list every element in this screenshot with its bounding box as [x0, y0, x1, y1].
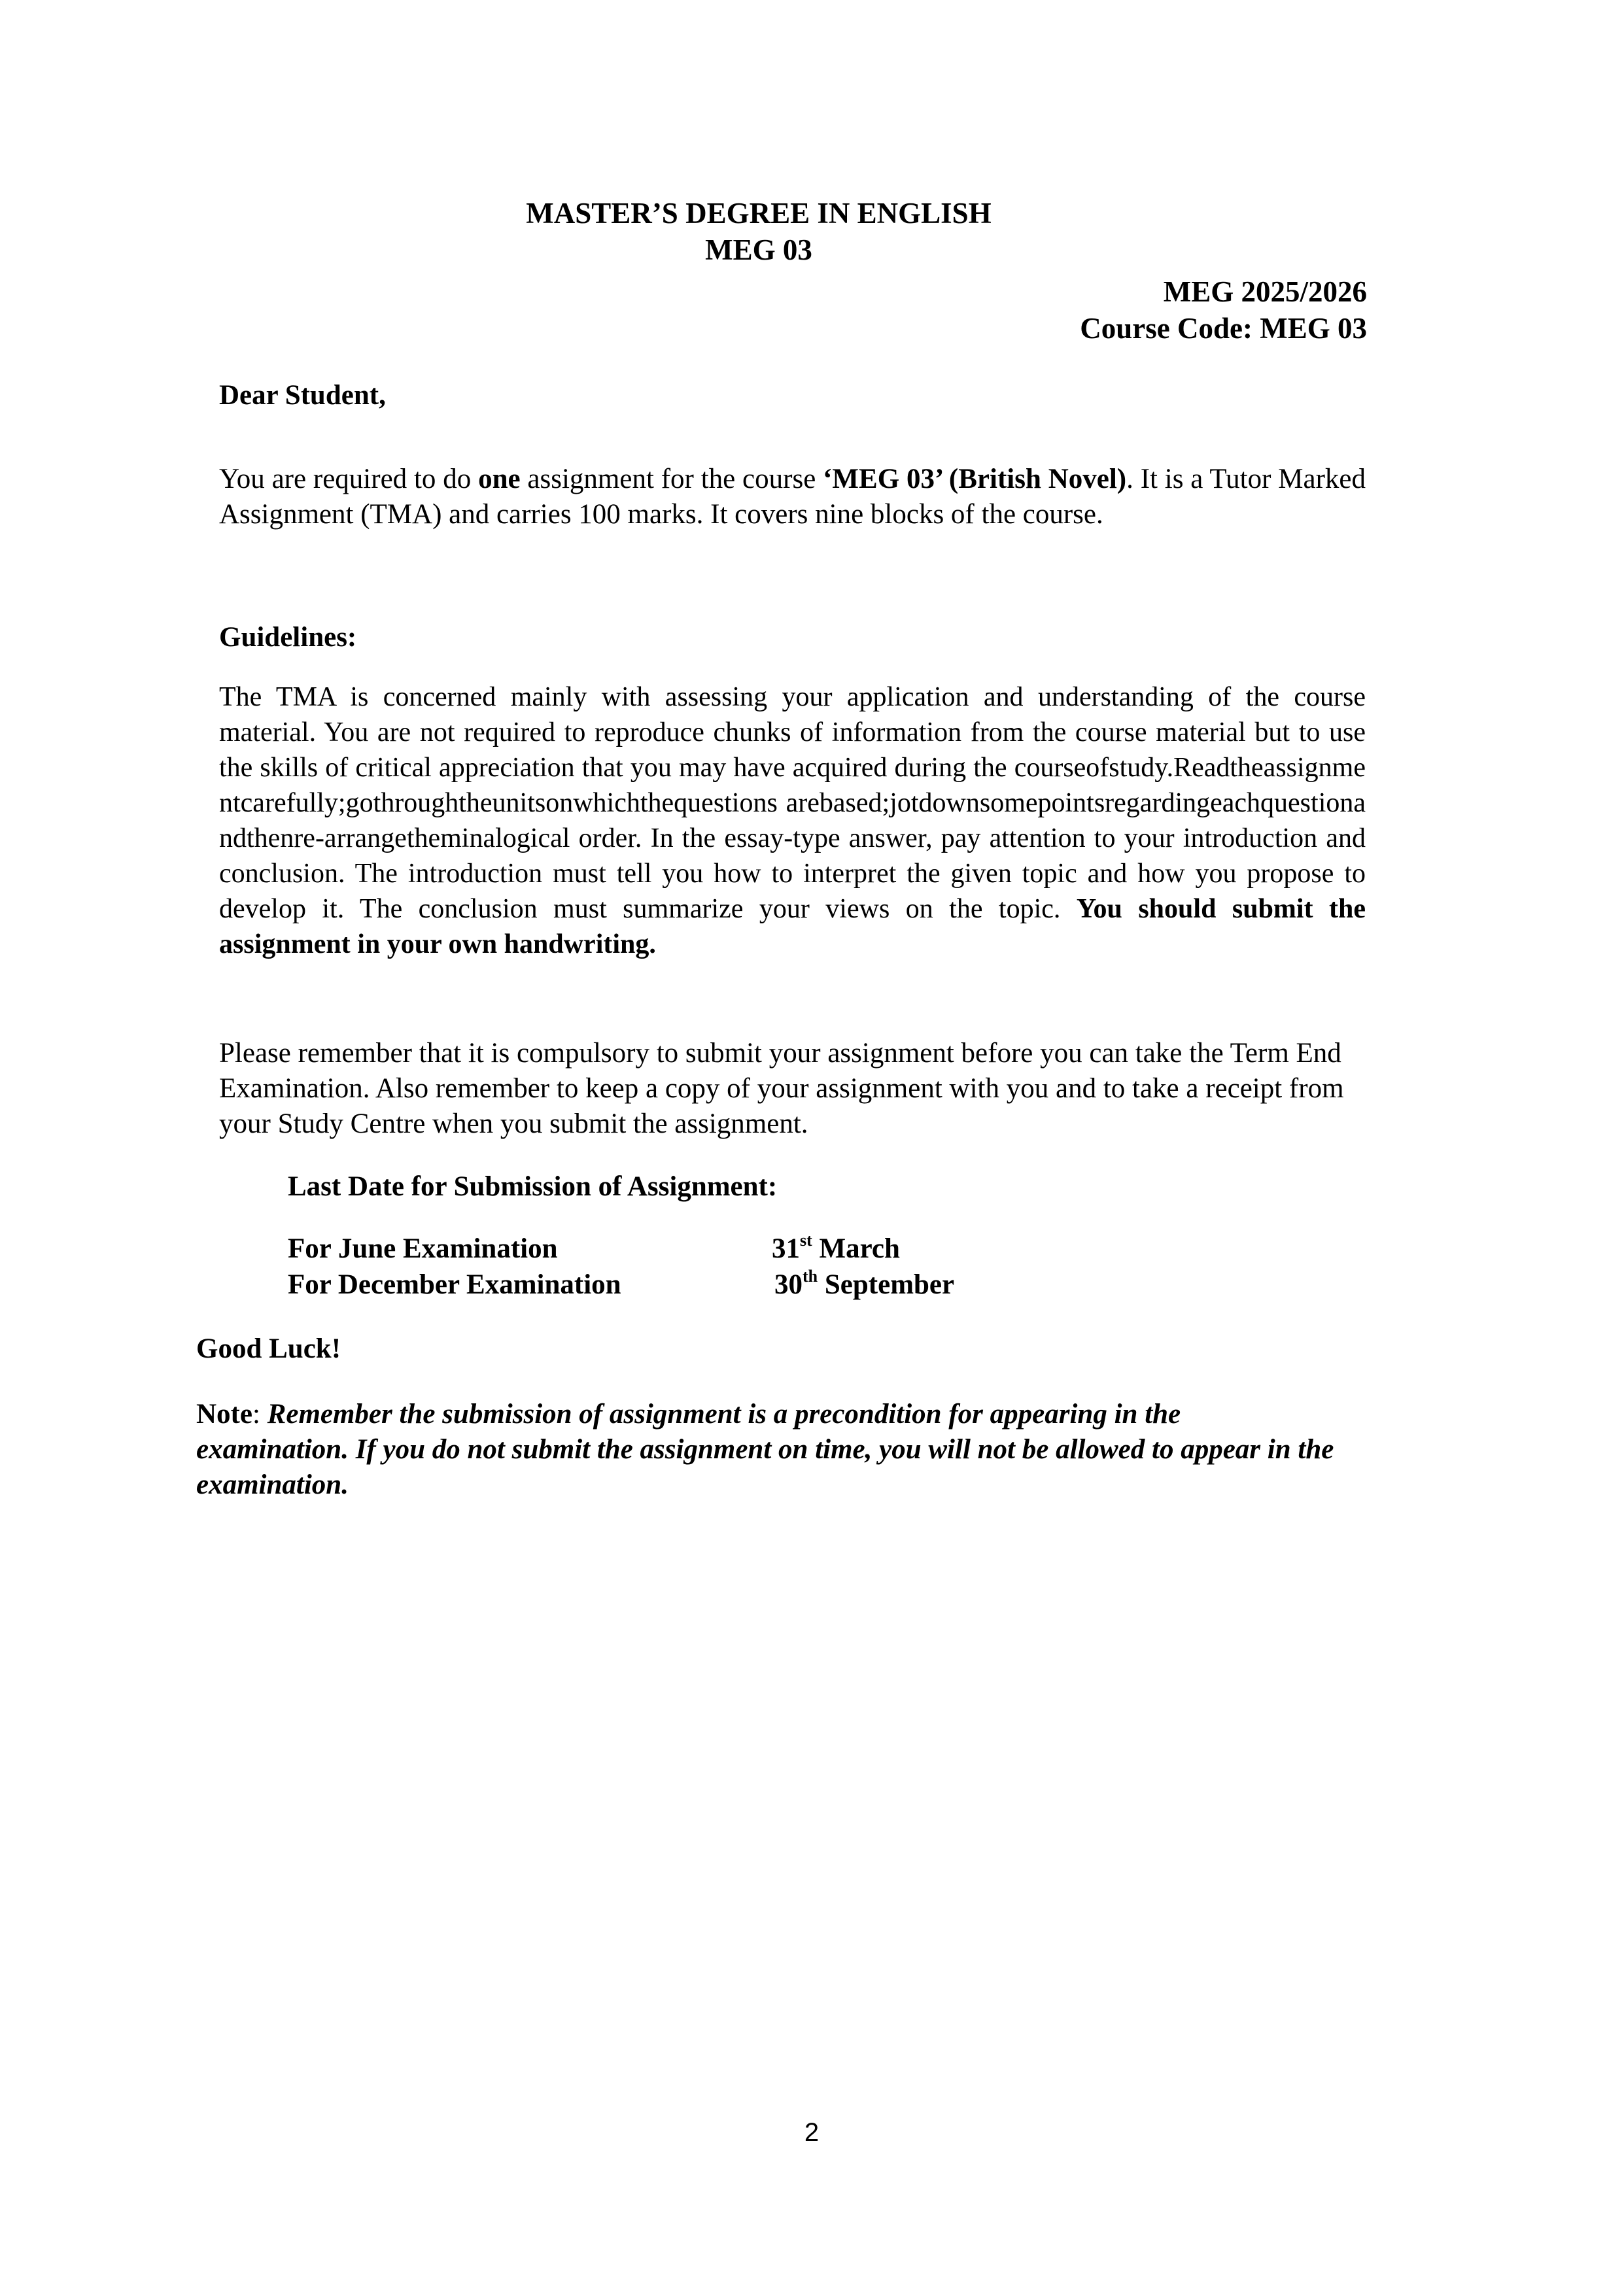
- guidelines-heading: Guidelines:: [219, 622, 357, 653]
- note-label: Note: [196, 1399, 252, 1430]
- date-suffix: st: [800, 1231, 812, 1250]
- note-paragraph: [196, 1397, 1334, 1503]
- intro-text-2: assignment for the course: [520, 464, 823, 494]
- date-day: 31: [772, 1233, 800, 1264]
- exam-date: [774, 1267, 954, 1303]
- guidelines-text-2: courseofstudy.Readtheassignmentcarefully;gothroughtheunitsonwhichthequestions: [219, 753, 1366, 818]
- course-code: Course Code: MEG 03: [1080, 312, 1367, 345]
- page-number: 2: [804, 2118, 820, 2147]
- reminder-paragraph: Please remember that it is compulsory to submit your assignment before you can take the Term End Examination. Also remember to keep a copy of your assignment with you and to take a receipt from your Study Centre when you submit the assignment.: [219, 1038, 1344, 1139]
- degree-title: MASTER’S DEGREE IN ENGLISH: [526, 197, 992, 230]
- course-label: MEG 03: [705, 233, 812, 266]
- closing-good-luck: Good Luck!: [196, 1333, 341, 1364]
- intro-emphasis-one: one: [478, 464, 521, 494]
- last-date-heading: Last Date for Submission of Assignment:: [288, 1171, 778, 1202]
- guidelines-text-4: order. In the essay-type answer, pay attention to your introduction and conclusion. The introduction must tell you how to interpret the given topic and how you propose to develop it. The conclusion must summarize your views on the topic.: [219, 823, 1366, 924]
- document-heading: [366, 195, 1151, 268]
- intro-course-name: ‘MEG 03’ (British Novel): [823, 464, 1127, 494]
- exam-name: For December Examination: [288, 1269, 621, 1300]
- guidelines-text-1: The TMA is concerned mainly with assessing your application and understanding of the course material. You are not required to reproduce chunks of information from the course material but to use the skills of critical appreciation that you may have acquired during the: [219, 682, 1366, 783]
- guidelines-text-3: arebased;jotdownsomepointsregardingeachquestionandthenre-arrangetheminalogical: [219, 788, 1366, 853]
- intro-text-1: You are required to do: [219, 464, 479, 494]
- exam-name: For June Examination: [288, 1233, 558, 1264]
- date-month: September: [818, 1269, 955, 1300]
- guidelines-paragraph: [219, 679, 1366, 962]
- guidelines-handwriting-note: You should submit the assignment in your own handwriting.: [219, 894, 1366, 959]
- salutation: Dear Student,: [219, 380, 386, 411]
- note-text: Remember the submission of assignment is a precondition for appearing in the examination. If you do not submit the assignment on time, you will not be allowed to appear in the examination.: [196, 1399, 1334, 1500]
- intro-text-3: . It is a Tutor Marked Assignment (TMA) and carries 100 marks. It covers nine blocks of the course.: [219, 464, 1366, 530]
- session-block: [916, 273, 1367, 347]
- date-suffix: th: [803, 1267, 818, 1286]
- exam-date: [772, 1231, 900, 1267]
- session-label: MEG 2025/2026: [1163, 275, 1367, 308]
- note-colon: :: [252, 1399, 268, 1430]
- intro-paragraph: [219, 462, 1366, 532]
- date-month: March: [812, 1233, 900, 1264]
- date-day: 30: [774, 1269, 803, 1300]
